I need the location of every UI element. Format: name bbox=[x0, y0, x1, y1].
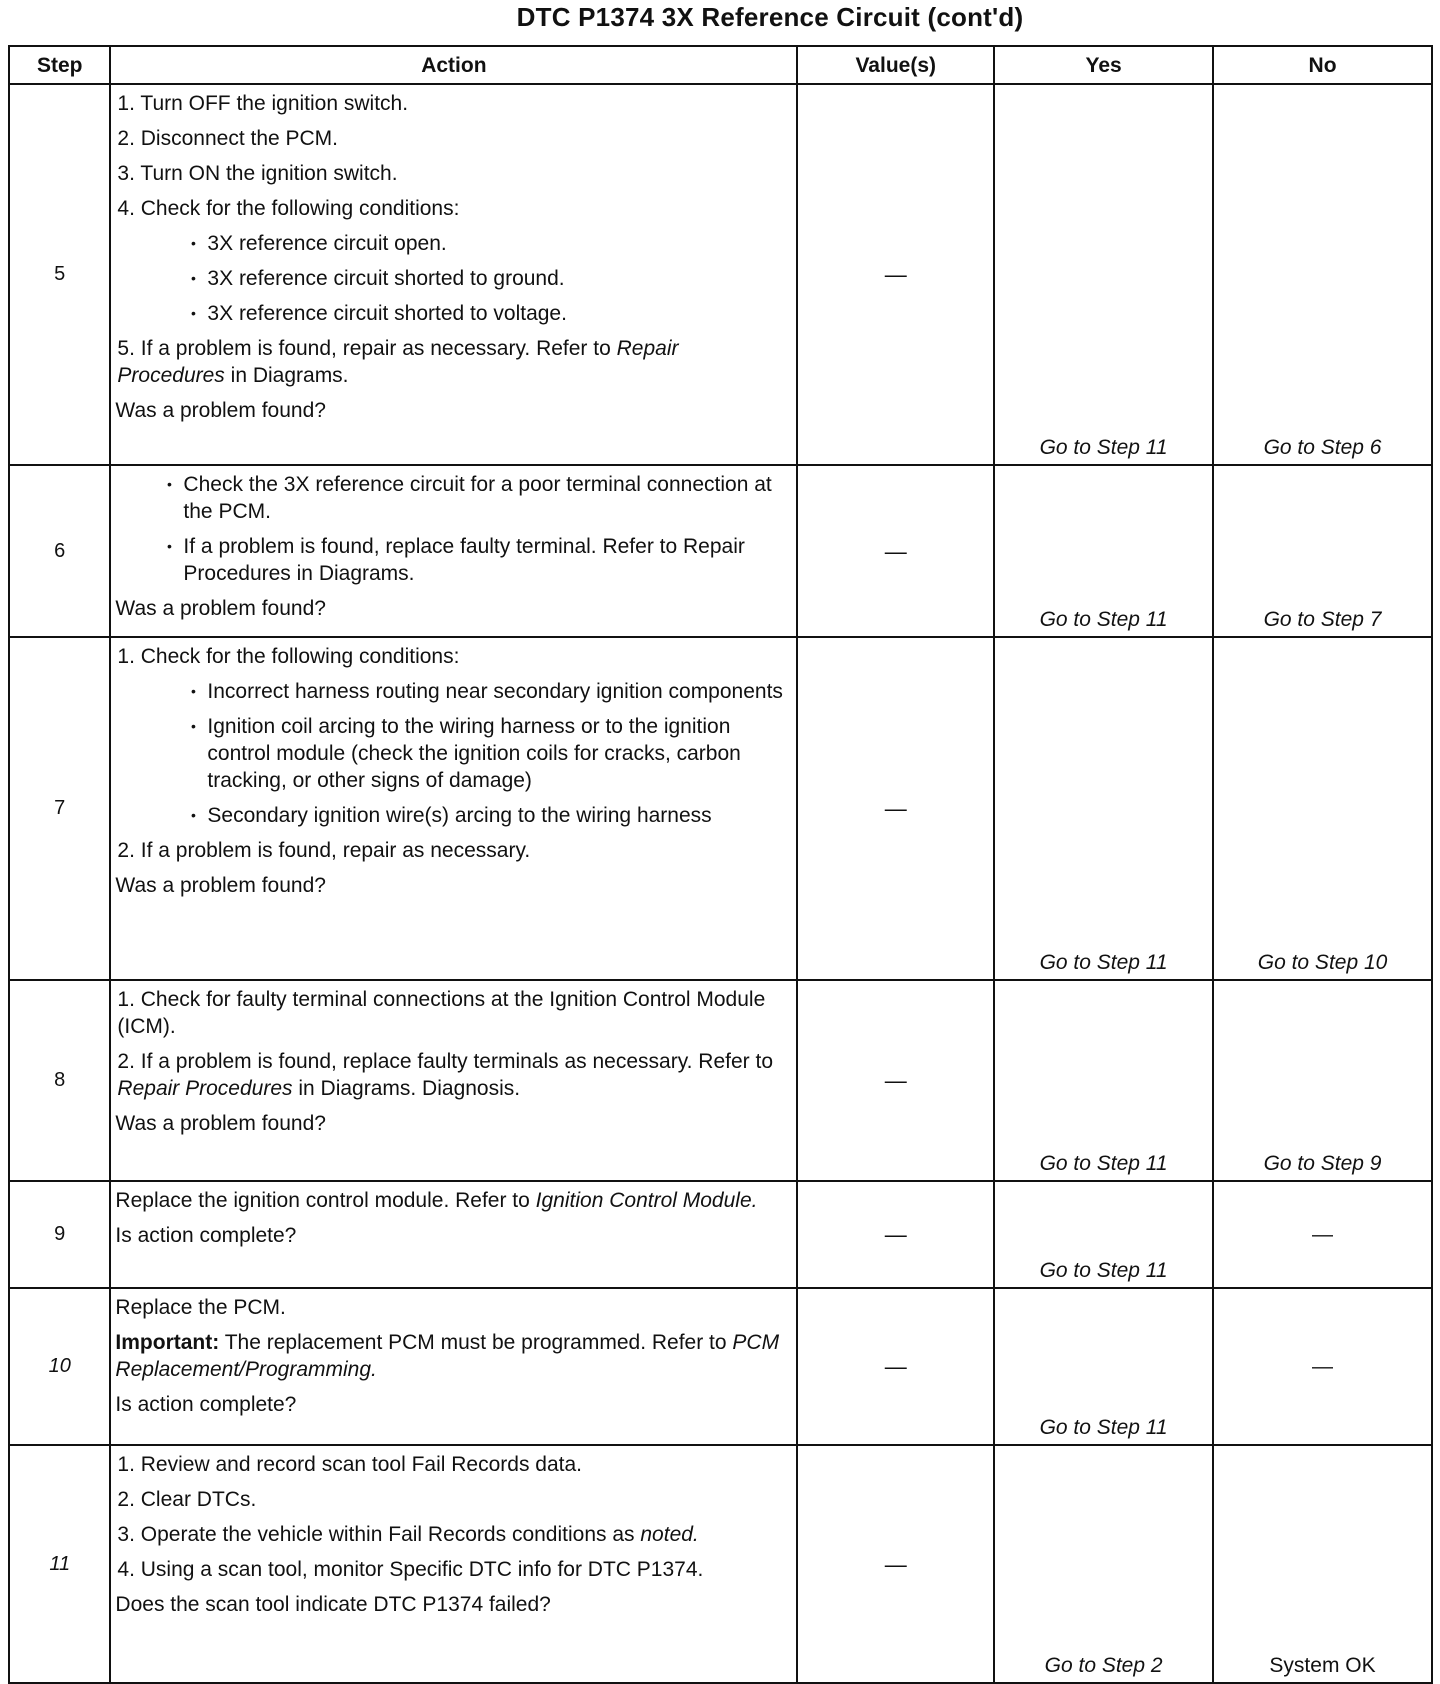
list-item: • Secondary ignition wire(s) arcing to the wiring harness bbox=[179, 802, 790, 829]
table-row bbox=[9, 1288, 1432, 1445]
list-item: • Ignition coil arcing to the wiring harness or to the ignition control module (check the ignition coils for cracks, carbon tracking, or other signs of damage) bbox=[179, 713, 790, 794]
bullet-icon: • bbox=[190, 807, 196, 823]
value-cell: — bbox=[797, 84, 994, 465]
table-row bbox=[9, 1445, 1432, 1683]
question-text: Was a problem found? bbox=[115, 399, 326, 422]
bullet-icon: • bbox=[190, 235, 196, 251]
bullet-icon: • bbox=[190, 718, 196, 734]
question-text: Is action complete? bbox=[115, 1393, 297, 1416]
table-row bbox=[9, 1181, 1432, 1288]
yes-cell: Go to Step 11 bbox=[994, 465, 1213, 637]
list-item: • Incorrect harness routing near secondary ignition components bbox=[179, 678, 790, 705]
action-text: Replace the PCM. bbox=[115, 1296, 286, 1319]
step-number: 5 bbox=[9, 84, 110, 465]
list-item: 2. If a problem is found, replace faulty terminals as necessary. Refer to Repair Procedures in Diagrams. Diagnosis. bbox=[117, 1050, 774, 1100]
list-item: • Check the 3X reference circuit for a poor terminal connection at the PCM. bbox=[155, 471, 790, 525]
diagnostic-table bbox=[8, 45, 1433, 1684]
list-item: 1. Turn OFF the ignition switch. bbox=[117, 92, 409, 115]
value-cell: — bbox=[797, 1445, 994, 1683]
list-item: 1. Check for the following conditions: bbox=[117, 645, 460, 668]
important-note: Important: The replacement PCM must be programmed. Refer to PCM Replacement/Programming. bbox=[115, 1331, 780, 1381]
table-row bbox=[9, 980, 1432, 1181]
table-row bbox=[9, 84, 1432, 465]
value-cell: — bbox=[797, 1288, 994, 1445]
yes-cell: Go to Step 11 bbox=[994, 1288, 1213, 1445]
question-text: Was a problem found? bbox=[115, 874, 326, 897]
step-number: 8 bbox=[9, 980, 110, 1181]
header-row bbox=[9, 46, 1432, 84]
yes-cell: Go to Step 11 bbox=[994, 84, 1213, 465]
bullet-icon: • bbox=[190, 305, 196, 321]
bullet-icon: • bbox=[190, 683, 196, 699]
step-number: 6 bbox=[9, 465, 110, 637]
yes-cell: Go to Step 11 bbox=[994, 637, 1213, 980]
list-item: 4. Check for the following conditions: bbox=[117, 197, 460, 220]
value-cell: — bbox=[797, 1181, 994, 1288]
question-text: Is action complete? bbox=[115, 1224, 297, 1247]
action-cell bbox=[110, 465, 797, 637]
yes-cell: Go to Step 11 bbox=[994, 980, 1213, 1181]
yes-cell: Go to Step 2 bbox=[994, 1445, 1213, 1683]
list-item: 3. Turn ON the ignition switch. bbox=[117, 162, 398, 185]
header-yes: Yes bbox=[994, 46, 1213, 84]
list-item: • 3X reference circuit shorted to ground. bbox=[179, 265, 790, 292]
header-action: Action bbox=[110, 46, 797, 84]
list-item: • If a problem is found, replace faulty terminal. Refer to Repair Procedures in Diagrams. bbox=[155, 533, 790, 587]
value-cell: — bbox=[797, 637, 994, 980]
header-values: Value(s) bbox=[797, 46, 994, 84]
step-number: 10 bbox=[9, 1288, 110, 1445]
header-step: Step bbox=[9, 46, 110, 84]
list-item: 2. If a problem is found, repair as necessary. bbox=[117, 839, 531, 862]
question-text: Was a problem found? bbox=[115, 597, 326, 620]
value-cell: — bbox=[797, 465, 994, 637]
value-cell: — bbox=[797, 980, 994, 1181]
action-cell bbox=[110, 84, 797, 465]
action-cell bbox=[110, 1445, 797, 1683]
no-cell: System OK bbox=[1213, 1445, 1432, 1683]
page-title: DTC P1374 3X Reference Circuit (cont'd) bbox=[516, 2, 1024, 32]
table-row bbox=[9, 637, 1432, 980]
header-no: No bbox=[1213, 46, 1432, 84]
list-item: 1. Check for faulty terminal connections at the Ignition Control Module (ICM). bbox=[117, 988, 766, 1038]
bullet-icon: • bbox=[166, 538, 172, 554]
list-item: 2. Clear DTCs. bbox=[117, 1488, 257, 1511]
list-item: 3. Operate the vehicle within Fail Records conditions as noted. bbox=[117, 1523, 699, 1546]
action-cell bbox=[110, 637, 797, 980]
table-row bbox=[9, 465, 1432, 637]
yes-cell: Go to Step 11 bbox=[994, 1181, 1213, 1288]
step-number: 9 bbox=[9, 1181, 110, 1288]
list-item: 4. Using a scan tool, monitor Specific DTC info for DTC P1374. bbox=[117, 1558, 704, 1581]
no-cell: Go to Step 7 bbox=[1213, 465, 1432, 637]
bullet-icon: • bbox=[166, 476, 172, 492]
no-cell: Go to Step 10 bbox=[1213, 637, 1432, 980]
question-text: Was a problem found? bbox=[115, 1112, 326, 1135]
step-number: 11 bbox=[9, 1445, 110, 1683]
list-item: • 3X reference circuit shorted to voltage. bbox=[179, 300, 790, 327]
step-number: 7 bbox=[9, 637, 110, 980]
question-text: Does the scan tool indicate DTC P1374 failed? bbox=[115, 1593, 551, 1616]
action-cell bbox=[110, 1181, 797, 1288]
list-item: • 3X reference circuit open. bbox=[179, 230, 790, 257]
action-text: Replace the ignition control module. Refer to Ignition Control Module. bbox=[115, 1189, 758, 1212]
bullet-icon: • bbox=[190, 270, 196, 286]
no-cell: — bbox=[1213, 1288, 1432, 1445]
action-cell bbox=[110, 1288, 797, 1445]
no-cell: — bbox=[1213, 1181, 1432, 1288]
list-item: 2. Disconnect the PCM. bbox=[117, 127, 339, 150]
list-item: 1. Review and record scan tool Fail Records data. bbox=[117, 1453, 582, 1476]
no-cell: Go to Step 6 bbox=[1213, 84, 1432, 465]
list-item: 5. If a problem is found, repair as necessary. Refer to Repair Procedures in Diagrams. bbox=[117, 337, 679, 387]
action-cell bbox=[110, 980, 797, 1181]
no-cell: Go to Step 9 bbox=[1213, 980, 1432, 1181]
